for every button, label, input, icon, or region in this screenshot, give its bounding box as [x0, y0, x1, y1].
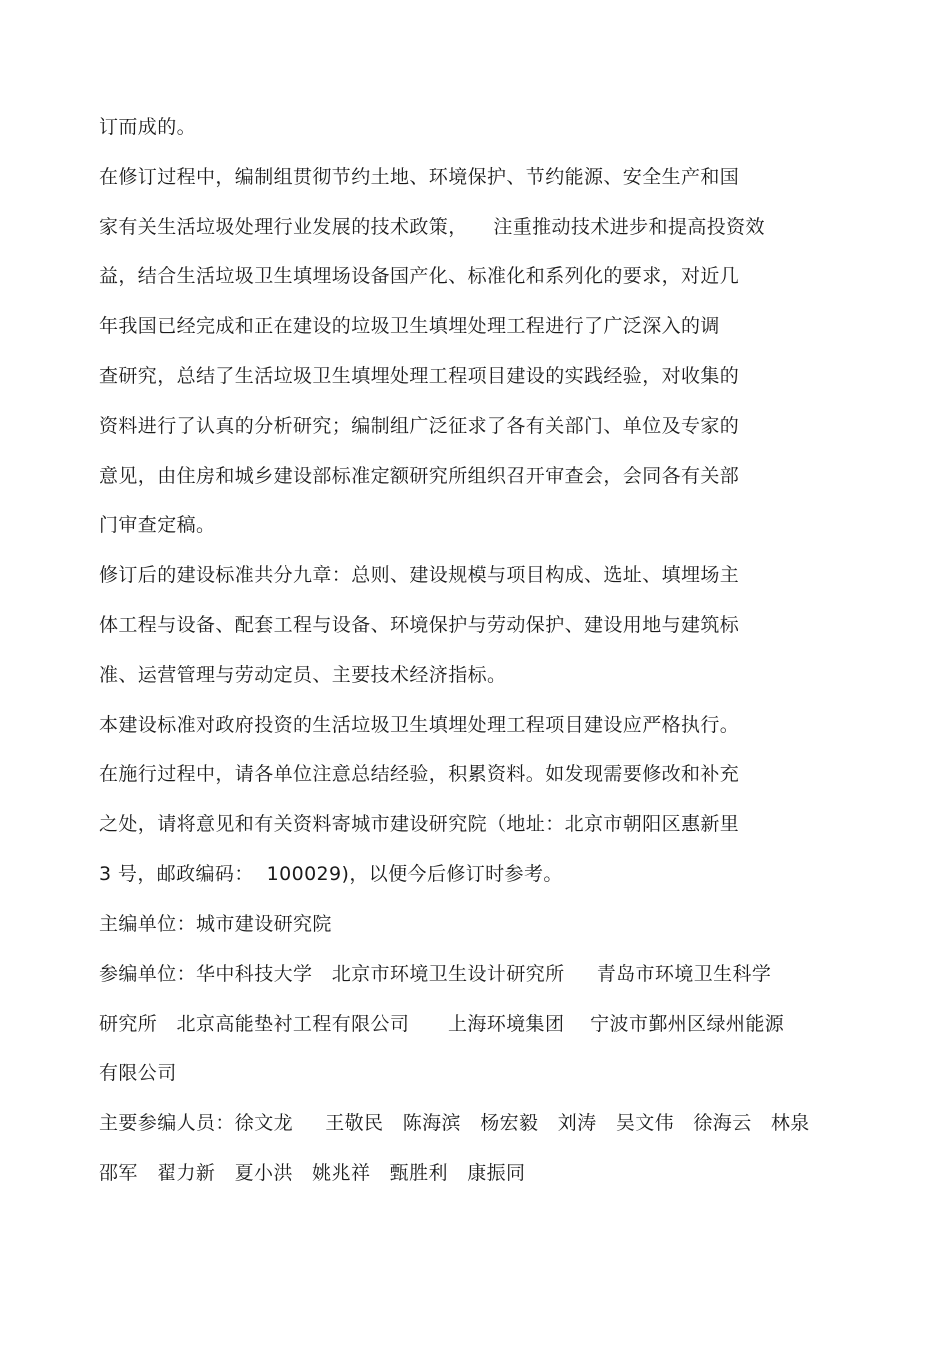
text-line: 门审查定稿。 [99, 514, 216, 536]
text-line: 修订后的建设标准共分九章：总则、建设规模与项目构成、选址、填埋场主 [99, 564, 740, 586]
text-line: 参编单位：华中科技大学 北京市环境卫生设计研究所 青岛市环境卫生科学 [99, 963, 772, 985]
text-line: 主编单位：城市建设研究院 [99, 913, 332, 935]
text-line: 订而成的。 [99, 116, 197, 138]
text-line: 益，结合生活垃圾卫生填埋场设备国产化、标准化和系列化的要求，对近几 [99, 265, 740, 287]
text-line: 意见，由住房和城乡建设部标准定额研究所组织召开审查会，会同各有关部 [99, 465, 740, 487]
text-line: 本建设标准对政府投资的生活垃圾卫生填埋处理工程项目建设应严格执行。 [99, 714, 740, 736]
text-line: 研究所 北京高能垫衬工程有限公司 上海环境集团 宁波市鄞州区绿州能源 [99, 1013, 785, 1035]
text-line: 邵军 翟力新 夏小洪 姚兆祥 甄胜利 康振同 [99, 1162, 526, 1184]
text-line: 家有关生活垃圾处理行业发展的技术政策， 注重推动技术进步和提高投资效 [99, 216, 765, 238]
text-line: 准、运营管理与劳动定员、主要技术经济指标。 [99, 664, 507, 686]
text-line: 年我国已经完成和正在建设的垃圾卫生填埋处理工程进行了广泛深入的调 [99, 315, 720, 337]
text-line: 在修订过程中，编制组贯彻节约土地、环境保护、节约能源、安全生产和国 [99, 166, 740, 188]
text-line: 在施行过程中，请各单位注意总结经验，积累资料。如发现需要修改和补充 [99, 763, 740, 785]
text-line: 之处，请将意见和有关资料寄城市建设研究院（地址：北京市朝阳区惠新里 [99, 813, 740, 835]
text-line: 资料进行了认真的分析研究；编制组广泛征求了各有关部门、单位及专家的 [99, 415, 740, 437]
text-line: 查研究，总结了生活垃圾卫生填埋处理工程项目建设的实践经验，对收集的 [99, 365, 740, 387]
text-line: 有限公司 [99, 1062, 177, 1084]
text-line: 体工程与设备、配套工程与设备、环境保护与劳动保护、建设用地与建筑标 [99, 614, 740, 636]
text-line: 主要参编人员：徐文龙 王敬民 陈海滨 杨宏毅 刘涛 吴文伟 徐海云 林泉 [99, 1112, 810, 1134]
text-line: 3 号，邮政编码： 100029)，以便今后修订时参考。 [99, 863, 563, 885]
